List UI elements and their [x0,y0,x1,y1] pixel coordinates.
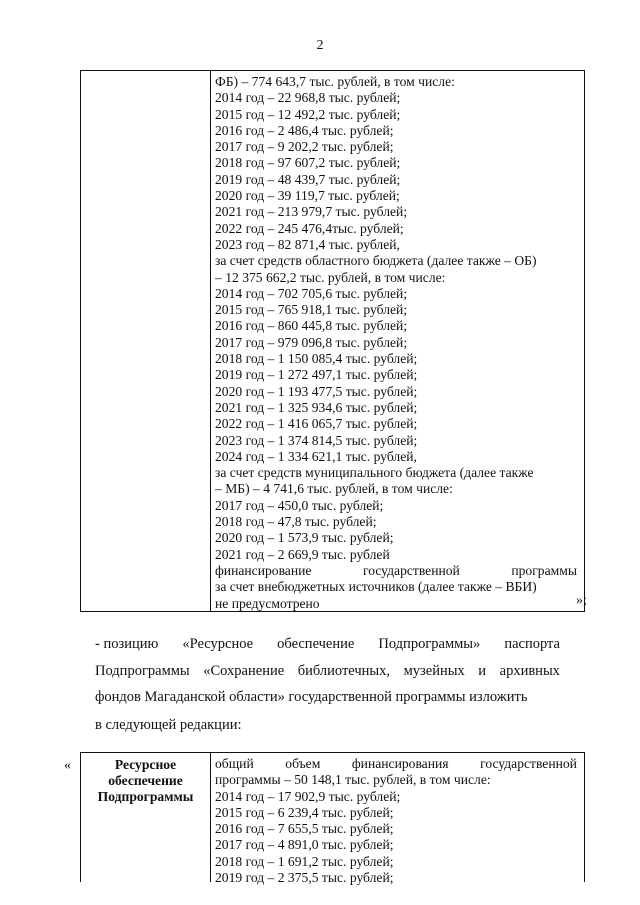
closing-quote-mark: »; [576,593,587,608]
text-word: - позицию [95,636,159,652]
text-line: 2020 год – 39 119,7 тыс. рублей; [215,188,400,204]
text-word: библиотечных, [297,663,391,679]
text-word: паспорта [504,636,560,652]
text-line: за счет внебюджетных источников (далее также – ВБИ) [215,579,537,595]
text-line: 2022 год – 1 416 065,7 тыс. рублей; [215,416,418,432]
text-word: финансирования [351,756,449,771]
text-line: 2015 год – 12 492,2 тыс. рублей; [215,106,401,122]
text-word: музейных [403,663,465,679]
text-word: обеспечение [277,636,355,652]
instruction-line-2 [95,662,560,680]
text-line: – МБ) – 4 741,6 тыс. рублей, в том числе: [215,481,453,497]
text-line: 2023 год – 1 374 814,5 тыс. рублей; [215,432,418,448]
text-line: 2020 год – 1 193 477,5 тыс. рублей; [215,383,418,399]
text-line: 2018 год – 47,8 тыс. рублей; [215,514,377,530]
text-line: 2019 год – 48 439,7 тыс. рублей; [215,171,401,187]
funding-text-cell [215,74,577,612]
text-line: 2024 год – 1 334 621,1 тыс. рублей, [215,448,417,464]
text-line: 2021 год – 2 669,9 тыс. рублей [215,546,390,562]
text-line: 2017 год – 9 202,2 тыс. рублей; [215,139,394,155]
text-word: и [478,663,487,679]
row-heading-line: обеспечение [108,773,183,788]
opening-quote-mark: « [64,758,71,773]
row-heading-line: Подпрограммы [97,789,194,804]
text-line: 2017 год – 979 096,8 тыс. рублей; [215,334,408,350]
text-word: «Сохранение [203,663,285,679]
text-word: Подпрограммы [95,663,190,679]
text-line: 2020 год – 1 573,9 тыс. рублей; [215,530,394,546]
text-line: ФБ) – 774 643,7 тыс. рублей, в том числе: [215,74,455,89]
text-line: 2021 год – 213 979,7 тыс. рублей; [215,204,408,220]
text-word: архивных [499,663,560,679]
text-line: 2018 год – 1 150 085,4 тыс. рублей; [215,351,418,367]
text-line: 2019 год – 1 272 497,1 тыс. рублей; [215,367,418,383]
text-line: 2014 год – 702 705,6 тыс. рублей; [215,285,408,301]
text-word: государственной [480,756,577,771]
text-line: 2019 год – 2 375,5 тыс. рублей; [215,870,394,886]
column-divider [210,753,211,882]
text-line: 2018 год – 97 607,2 тыс. рублей; [215,155,401,171]
text-word: программы [511,562,577,578]
text-line: за счет средств областного бюджета (далее также – ОБ) [215,253,537,269]
instruction-line-1 [95,635,560,653]
text-line: – 12 375 662,2 тыс. рублей, в том числе: [215,269,446,285]
text-line: программы – 50 148,1 тыс. рублей, в том числе: [215,772,491,788]
text-word: общий [215,756,254,771]
row-heading-cell [81,757,210,805]
resource-table-new [80,752,585,886]
text-line: 2014 год – 17 902,9 тыс. рублей; [215,788,401,804]
text-word: финансирование [215,562,312,578]
text-line: 2014 год – 22 968,8 тыс. рублей; [215,90,401,106]
text-word: Подпрограммы» [378,636,481,652]
text-line: не предусмотрено [215,595,320,611]
text-line: 2015 год – 6 239,4 тыс. рублей; [215,804,394,820]
page-number: 2 [316,38,324,53]
text-line: 2017 год – 4 891,0 тыс. рублей; [215,837,394,853]
text-word: государственной [362,562,460,578]
instruction-line-4: в следующей редакции: [95,717,242,733]
instruction-line-3: фондов Магаданской области» государственной программы изложить [95,689,528,705]
justified-text-line [215,563,577,579]
text-line: 2018 год – 1 691,2 тыс. рублей; [215,853,394,869]
text-line: 2016 год – 2 486,4 тыс. рублей; [215,122,394,138]
funding-text-cell [215,756,577,886]
text-line: 2016 год – 7 655,5 тыс. рублей; [215,821,394,837]
text-line: 2015 год – 765 918,1 тыс. рублей; [215,302,408,318]
text-word: «Ресурсное [182,636,254,652]
column-divider [210,71,211,611]
text-line: 2017 год – 450,0 тыс. рублей; [215,497,384,513]
text-line: 2016 год – 860 445,8 тыс. рублей; [215,318,408,334]
resource-table-continued [80,70,585,612]
text-line: за счет средств муниципального бюджета (далее также [215,465,534,481]
justified-text-line [215,756,577,772]
row-heading-line: Ресурсное [114,757,177,772]
text-line: 2022 год – 245 476,4тыс. рублей; [215,220,404,236]
text-line: 2023 год – 82 871,4 тыс. рублей, [215,236,400,252]
text-word: объем [285,756,321,771]
text-line: 2021 год – 1 325 934,6 тыс. рублей; [215,399,418,415]
